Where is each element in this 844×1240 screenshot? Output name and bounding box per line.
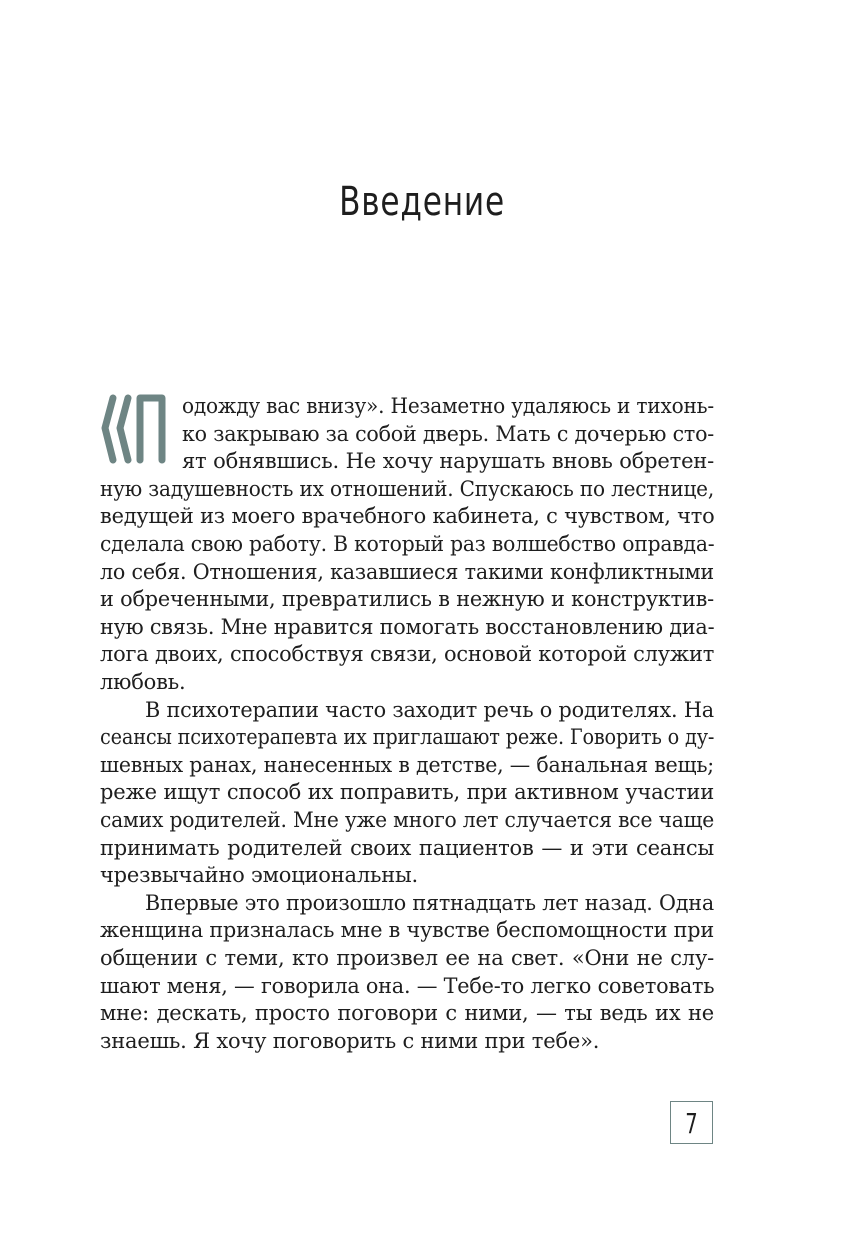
text-line: ят обнявшись. Не хочу нарушать вновь обретен- [182, 449, 714, 474]
dropcap-letters [100, 388, 168, 468]
text-line: чрезвычайно эмоциональны. [100, 863, 419, 888]
text-line: реже ищут способ их поправить, при активном участии [100, 780, 714, 805]
text-line: ведущей из моего врачебного кабинета, с чувством, что [100, 504, 715, 529]
text-line: женщина призналась мне в чувстве беспомощности при [100, 918, 714, 943]
text-line: общении с теми, кто произвел ее на свет. «Они не слу- [100, 946, 714, 970]
text-line: ко закрываю за собой дверь. Мать с дочерью сто- [182, 421, 715, 446]
text-line: любовь. [100, 670, 186, 694]
page-number-box [670, 1101, 713, 1144]
text-line: мне: дескать, просто поговори с ними, — ты ведь их не [100, 1001, 714, 1026]
text-line: лога двоих, способствуя связи, основой которой служит [100, 642, 715, 667]
text-line: ло себя. Отношения, казавшиеся такими конфликтными [100, 559, 714, 584]
text-line: шевных ранах, нанесенных в детстве, — банальная вещь; [100, 752, 714, 777]
text-line: самих родителей. Мне уже много лет случается все чаще [100, 808, 715, 832]
text-line: шают меня, — говорила она. — Тебе-то легко советовать [100, 973, 715, 998]
text-line: и обреченными, превратились в нежную и конструктив- [100, 587, 714, 612]
text-line: сеансы психотерапевта их приглашают реже. Говорить о ду- [100, 725, 715, 750]
text-line: Впервые это произошло пятнадцать лет назад. Одна [145, 890, 714, 915]
text-line: знаешь. Я хочу поговорить с ними при тебе». [100, 1028, 600, 1053]
text-line: В психотерапии часто заходит речь о родителях. На [145, 697, 714, 722]
text-line: принимать родителей своих пациентов — и эти сеансы [100, 835, 714, 860]
text-line: ную задушевность их отношений. Спускаюсь по лестнице, [100, 476, 714, 501]
text-line: сделала свою работу. В который раз волшебство оправда- [100, 532, 715, 556]
chapter-title: Введение [339, 179, 505, 225]
text-line: ную связь. Мне нравится помогать восстановлению диа- [100, 614, 715, 639]
text-line: одожду вас внизу». Незаметно удаляюсь и тихонь- [182, 394, 714, 418]
page-number: 7 [685, 1107, 698, 1140]
